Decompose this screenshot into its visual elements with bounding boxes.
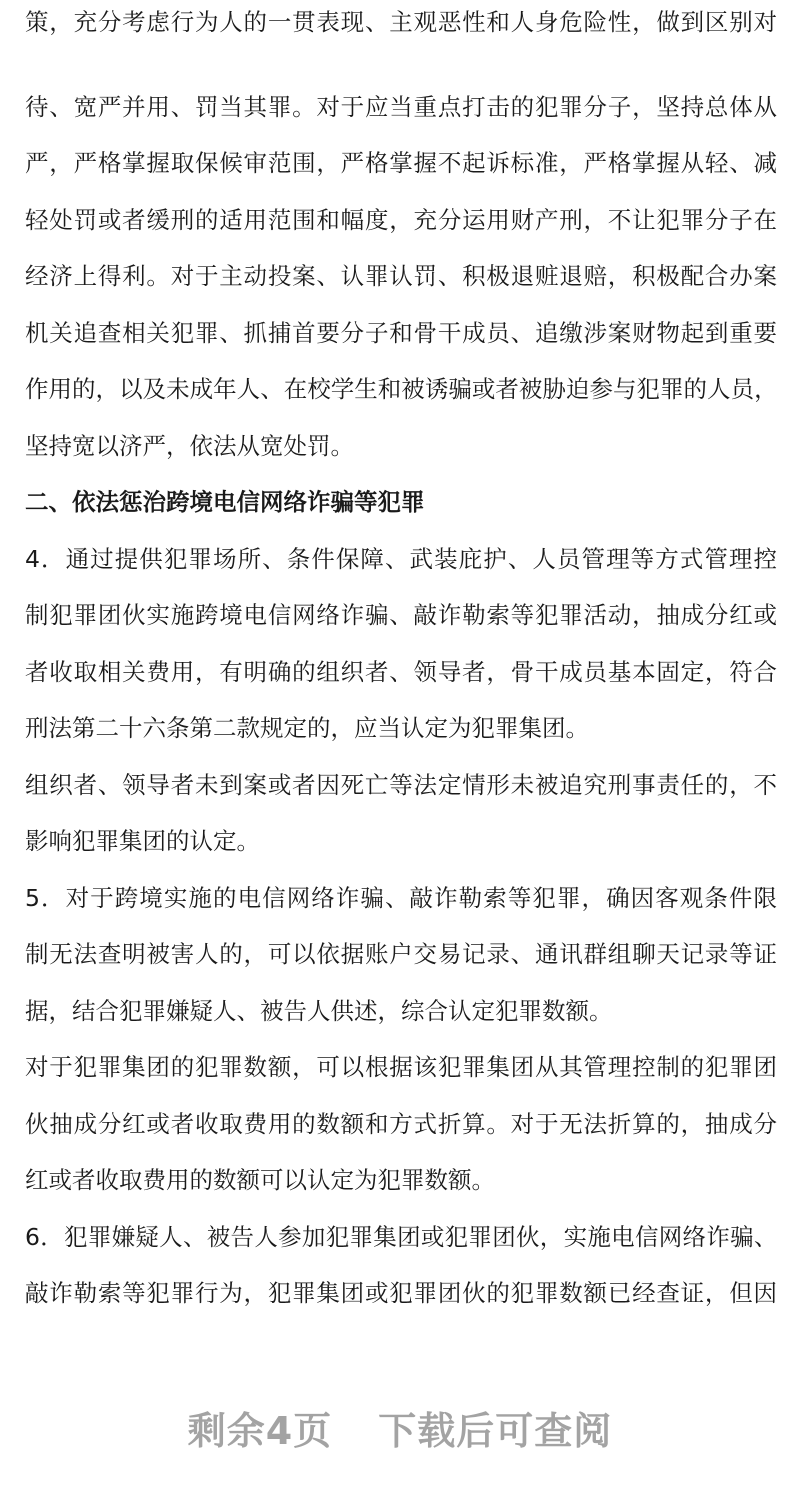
text-line: 组织者、领导者未到案或者因死亡等法定情形未被追究刑事责任的，不 bbox=[25, 771, 777, 799]
text-line: 4．通过提供犯罪场所、条件保障、武装庇护、人员管理等方式管理控 bbox=[25, 545, 777, 573]
text-line: 作用的，以及未成年人、在校学生和被诱骗或者被胁迫参与犯罪的人员， bbox=[25, 375, 777, 403]
text-line: 制无法查明被害人的，可以依据账户交易记录、通讯群组聊天记录等证 bbox=[25, 940, 777, 968]
text-line: 红或者收取费用的数额可以认定为犯罪数额。 bbox=[25, 1166, 495, 1194]
text-line: 据，结合犯罪嫌疑人、被告人供述，综合认定犯罪数额。 bbox=[25, 997, 613, 1025]
text-line: 轻处罚或者缓刑的适用范围和幅度，充分运用财产刑，不让犯罪分子在 bbox=[25, 206, 777, 234]
remaining-pages-text: 剩余4页 bbox=[187, 1409, 333, 1453]
text-line: 经济上得利。对于主动投案、认罪认罚、积极退赃退赔，积极配合办案 bbox=[25, 262, 777, 290]
text-line: 机关追查相关犯罪、抓捕首要分子和骨干成员、追缴涉案财物起到重要 bbox=[25, 319, 777, 347]
text-line: 制犯罪团伙实施跨境电信网络诈骗、敲诈勒索等犯罪活动，抽成分红或 bbox=[25, 601, 777, 629]
text-line: 影响犯罪集团的认定。 bbox=[25, 827, 260, 855]
text-line: 者收取相关费用，有明确的组织者、领导者，骨干成员基本固定，符合 bbox=[25, 658, 777, 686]
text-line: 策，充分考虑行为人的一贯表现、主观恶性和人身危险性，做到区别对 bbox=[25, 8, 777, 36]
text-line: 坚持宽以济严，依法从宽处罚。 bbox=[25, 432, 354, 460]
section-heading: 二、依法惩治跨境电信网络诈骗等犯罪 bbox=[25, 488, 425, 516]
text-line: 敲诈勒索等犯罪行为，犯罪集团或犯罪团伙的犯罪数额已经查证，但因 bbox=[25, 1279, 777, 1307]
text-line: 待、宽严并用、罚当其罪。对于应当重点打击的犯罪分子，坚持总体从 bbox=[25, 93, 777, 121]
text-line: 刑法第二十六条第二款规定的，应当认定为犯罪集团。 bbox=[25, 714, 589, 742]
download-prompt[interactable] bbox=[0, 1400, 800, 1455]
text-line: 伙抽成分红或者收取费用的数额和方式折算。对于无法折算的，抽成分 bbox=[25, 1110, 777, 1138]
text-line: 对于犯罪集团的犯罪数额，可以根据该犯罪集团从其管理控制的犯罪团 bbox=[25, 1053, 777, 1081]
text-line: 5．对于跨境实施的电信网络诈骗、敲诈勒索等犯罪，确因客观条件限 bbox=[25, 884, 777, 912]
text-line: 严，严格掌握取保候审范围，严格掌握不起诉标准，严格掌握从轻、减 bbox=[25, 149, 777, 177]
download-to-view-text[interactable]: 下载后可查阅 bbox=[378, 1409, 613, 1453]
text-line: 6．犯罪嫌疑人、被告人参加犯罪集团或犯罪团伙，实施电信网络诈骗、 bbox=[25, 1223, 777, 1251]
